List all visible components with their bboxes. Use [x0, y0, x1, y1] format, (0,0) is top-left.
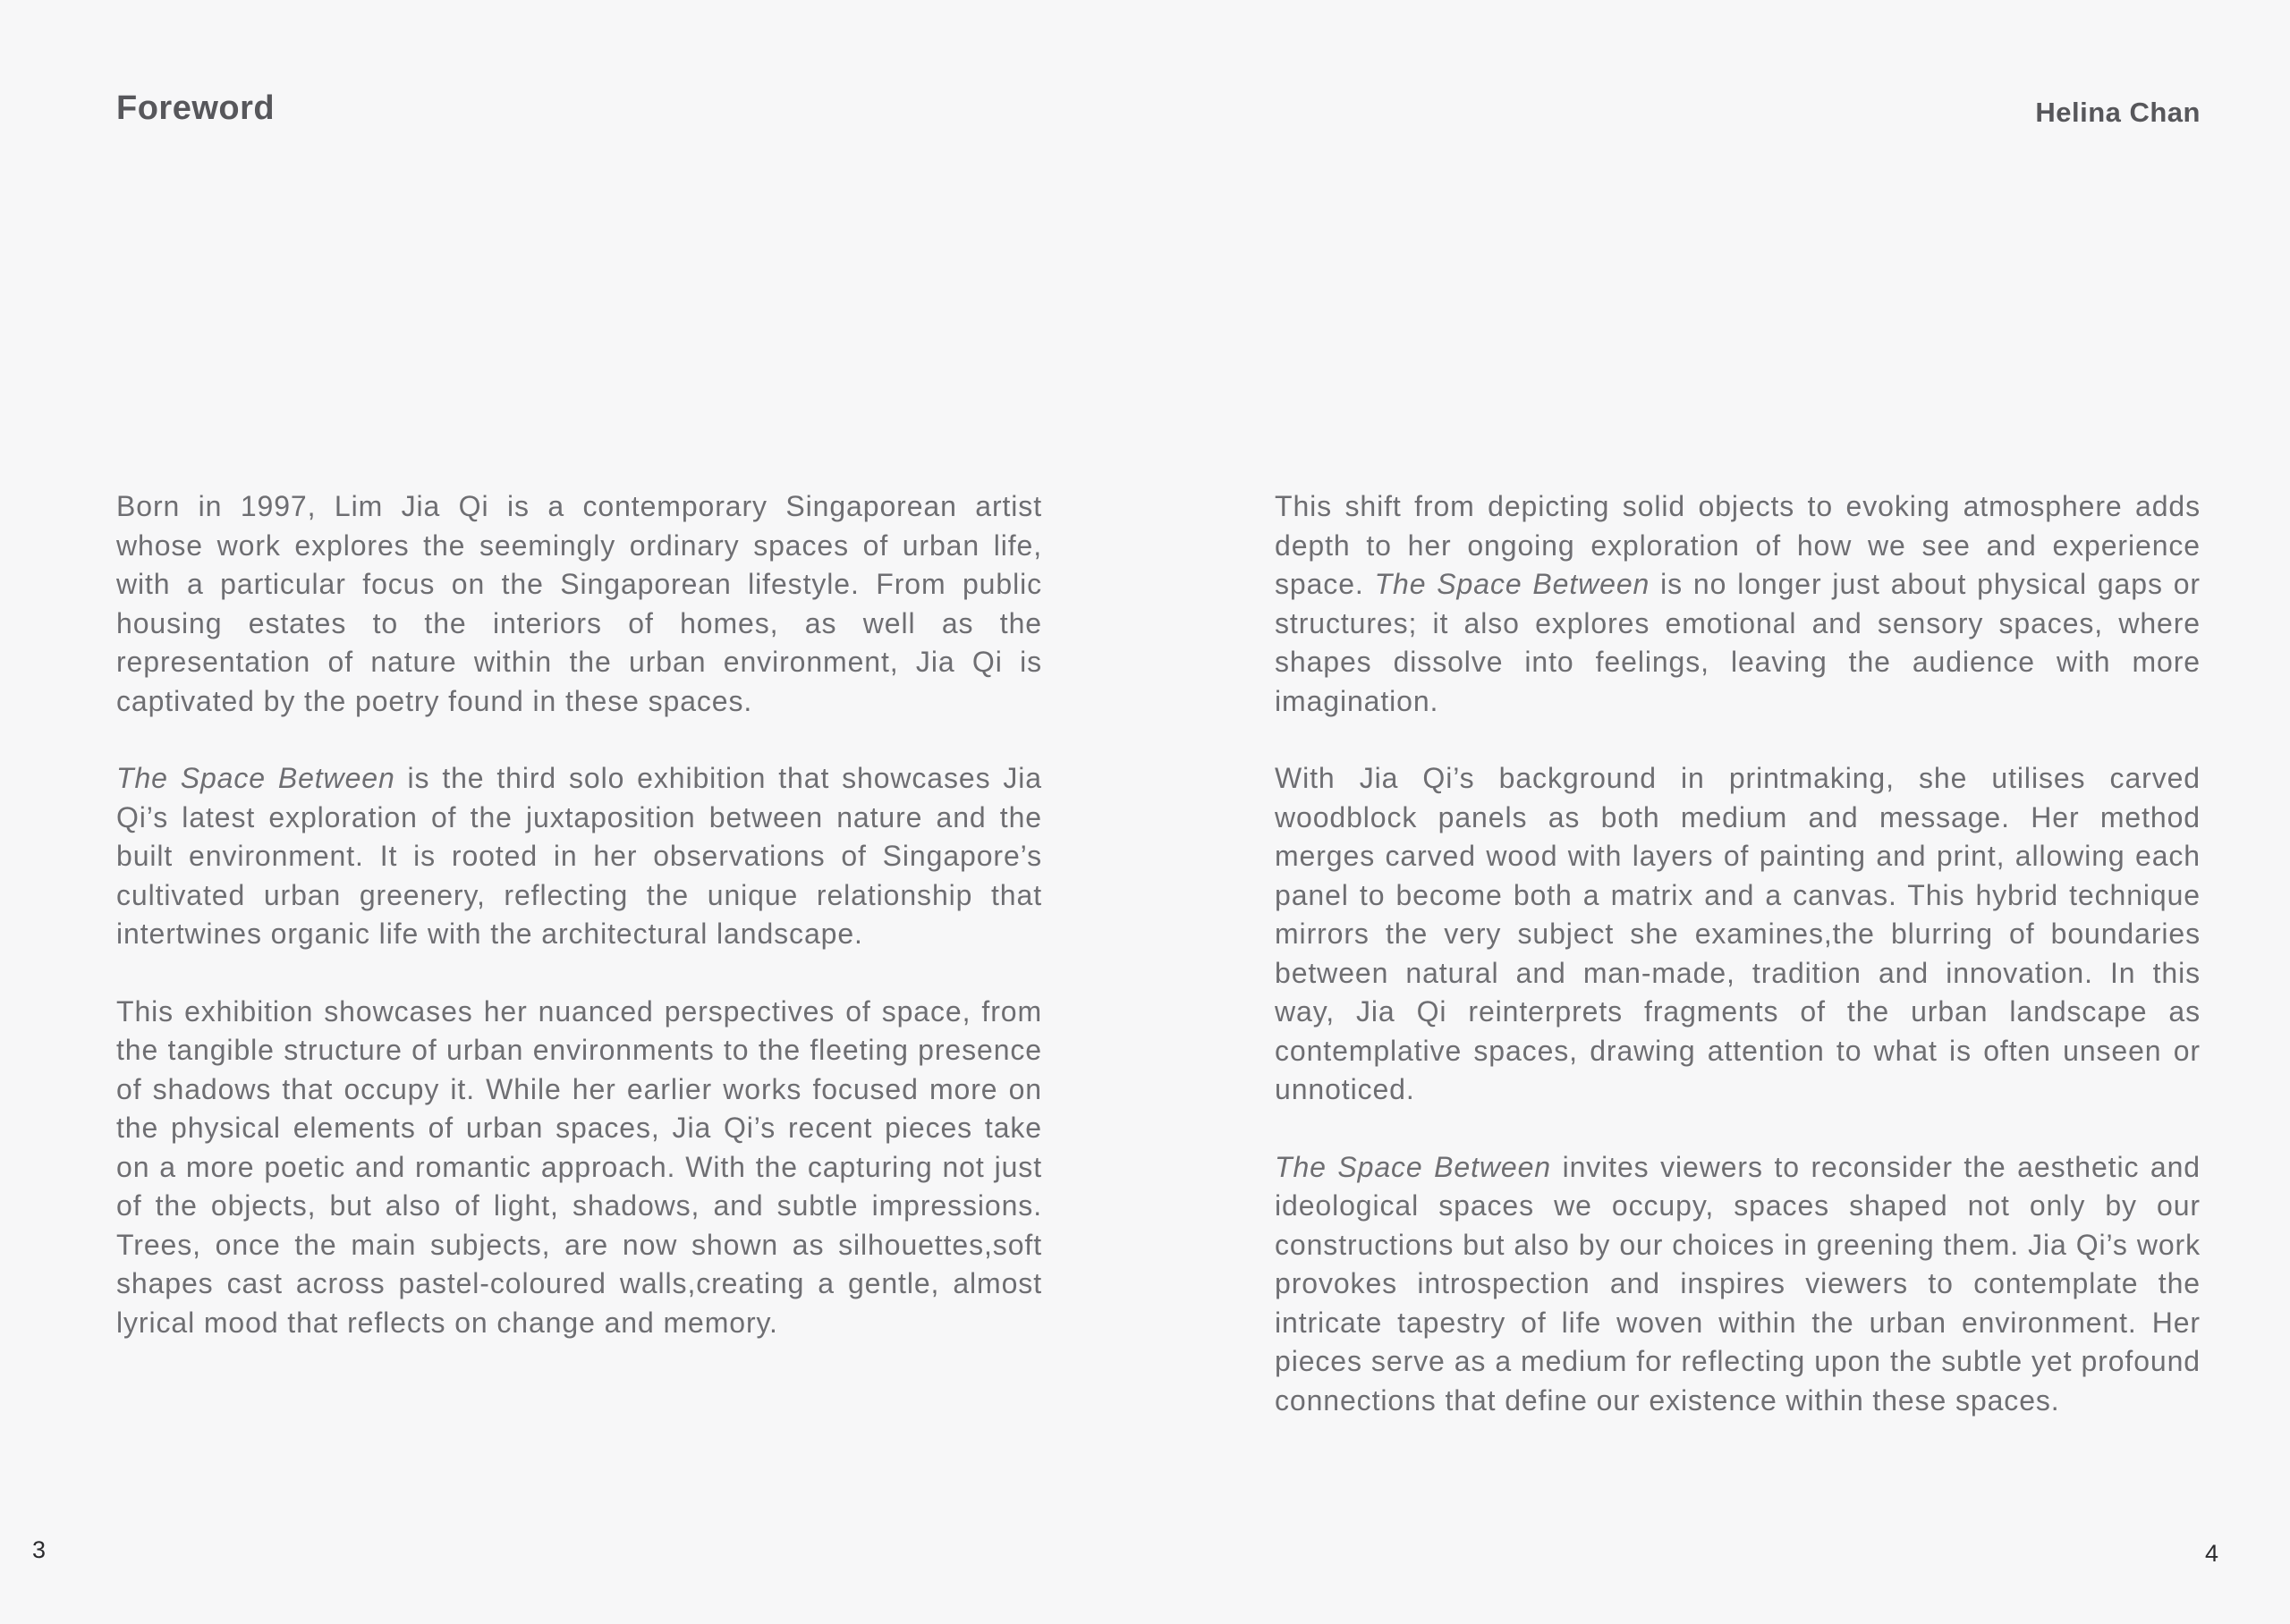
italic-text-segment: The Space Between: [1275, 1150, 1552, 1183]
text-segment: is no longer just about physical gaps or structures; it also explores emotional and sensory spaces, where shapes dissolve into feelings, leaving the audience with more imagination.: [1275, 568, 2201, 717]
page-title: Foreword: [116, 89, 276, 127]
text-segment: This exhibition showcases her nuanced perspectives of space, from the tangible structure of urban environments to the fleeting presence of shadows that occupy it. While her earlier works focused more on the physical elements of urban spaces, Jia Qi’s recent pieces take on a more poetic and romantic approach. With the capturing not just of the objects, but also of light, shadows, and subtle impressions. Trees, once the main subjects, are now shown as silhouettes,soft shapes cast across pastel-coloured walls,creating a gentle, almost lyrical mood that reflects on change and memory.: [116, 994, 1042, 1339]
text-segment: Born in 1997, Lim Jia Qi is a contemporary Singaporean artist whose work explores the seemingly ordinary spaces of urban life, with a particular focus on the Singaporean lifestyle. From public housing estates to the interiors of homes, as well as the representation of nature within the urban environment, Jia Qi is captivated by the poetry found in these spaces.: [116, 490, 1042, 717]
paragraph: [1275, 759, 2201, 1110]
text-segment: With Jia Qi’s background in printmaking, she utilises carved woodblock panels as both medium and message. Her method merges carved wood with layers of painting and print, allowing each panel to become both a matrix and a canvas. This hybrid technique mirrors the very subject she examines,the blurring of boundaries between natural and man-made, tradition and innovation. In this way, Jia Qi reinterprets fragments of the urban landscape as contemplative spaces, drawing attention to what is often unseen or unnoticed.: [1275, 762, 2201, 1105]
paragraph: [116, 759, 1042, 954]
paragraph: [1275, 487, 2201, 721]
paragraph: [1275, 1148, 2201, 1421]
paragraph: [116, 993, 1042, 1343]
right-page-text: [1275, 487, 2201, 1420]
text-columns: [116, 487, 2201, 1420]
text-segment: This shift from depicting solid objects to evoking atmosphere adds depth to her ongoing exploration of how we see and experience space.: [1275, 490, 2201, 600]
text-segment: invites viewers to reconsider the aesthetic and ideological spaces we occupy, spaces shaped not only by our constructions but also by our choices in greening them. Jia Qi’s work provokes introspection and inspires viewers to contemplate the intricate tapestry of life woven within the urban environment. Her pieces serve as a medium for reflecting upon the subtle yet profound connections that define our existence within these spaces.: [1275, 1150, 2201, 1417]
author-name: Helina Chan: [2035, 97, 2201, 128]
italic-text-segment: The Space Between: [1374, 568, 1650, 600]
text-segment: is the third solo exhibition that showcases Jia Qi’s latest exploration of the juxtaposition between nature and the built environment. It is rooted in her observations of Singapore’s cultivated urban greenery, reflecting the unique relationship that intertwines organic life with the architectural landscape.: [116, 762, 1042, 950]
left-page-text: [116, 487, 1042, 1420]
page-number-right: 4: [2204, 1540, 2218, 1567]
paragraph: [116, 487, 1042, 721]
italic-text-segment: The Space Between: [116, 762, 395, 794]
page-number-left: 3: [32, 1536, 47, 1563]
